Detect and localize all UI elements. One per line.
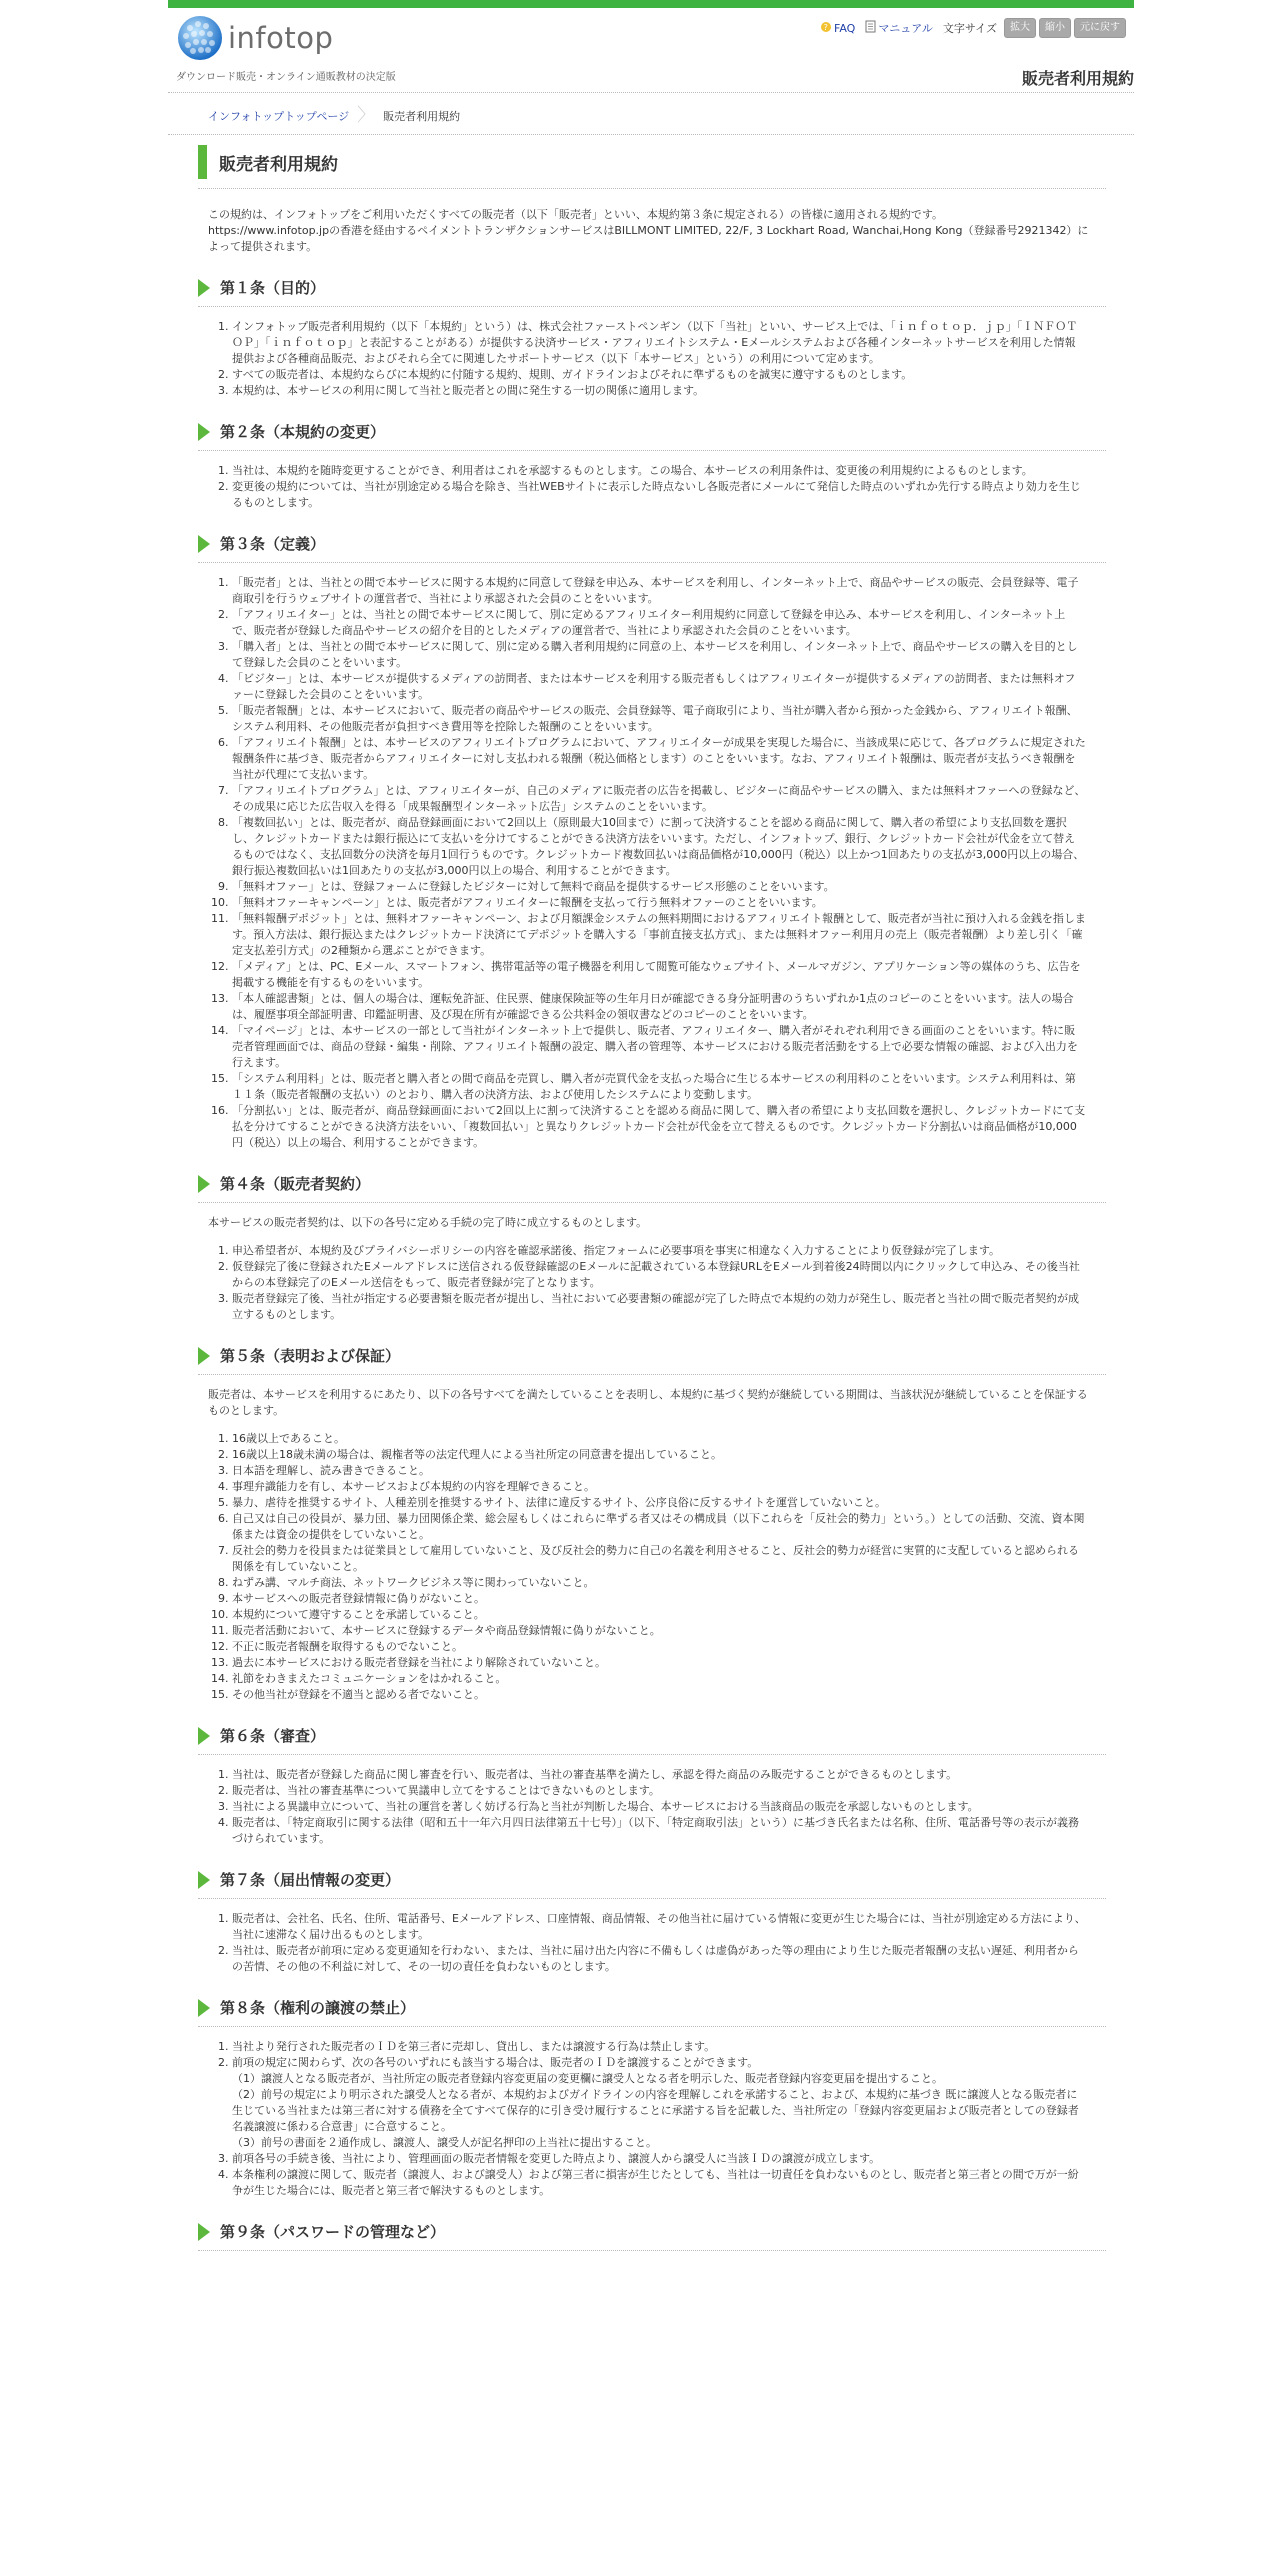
- article-heading: [198, 2221, 1106, 2251]
- list-item-text: 礼節をわきまえたコミュニケーションをはかれること。: [232, 1672, 507, 1685]
- list-item: [232, 383, 1086, 399]
- list-item-text: 「販売者」とは、当社との間で本サービスに関する本規約に同意して登録を申込み、本サービスを利用し、インターネット上で、商品やサービスの販売、会員登録等、電子商取引を行うウェブサイトの運営者で、当社により承認された会員のことをいいます。: [232, 576, 1079, 605]
- site-logo[interactable]: [176, 14, 333, 62]
- list-item-text: 当社は、販売者が前項に定める変更通知を行わない、または、当社に届け出た内容に不備もしくは虚偽があった等の理由により生じた販売者報酬の支払い遅延、利用者からの苦情、その他の不利益に対して、その一切の責任を負わないものとします。: [232, 1944, 1079, 1973]
- list-item: [232, 895, 1086, 911]
- list-item-text: 自己又は自己の役員が、暴力団、暴力団関係企業、総会屋もしくはこれらに準ずる者又はその構成員（以下これらを「反社会的勢力」という。）としての活動、交流、資本関係または資金の提供をしていないこと。: [232, 1512, 1085, 1541]
- list-item-text: 販売者は、当社の審査基準について異議申し立てをすることはできないものとします。: [232, 1784, 660, 1797]
- list-item: [232, 879, 1086, 895]
- list-item-text: 過去に本サービスにおける販売者登録を当社により解除されていないこと。: [232, 1656, 606, 1669]
- list-item: [232, 1575, 1086, 1591]
- list-item-text: 前項各号の手続き後、当社により、管理画面の販売者情報を変更した時点より、譲渡人から譲受人に当該ＩＤの譲渡が成立します。: [232, 2152, 881, 2165]
- list-item: [232, 479, 1086, 511]
- intro-text: [208, 207, 1096, 255]
- font-reset-button[interactable]: 元に戻す: [1074, 18, 1126, 38]
- list-item-text: 本サービスへの販売者登録情報に偽りがないこと。: [232, 1592, 485, 1605]
- manual-label: マニュアル: [878, 22, 933, 35]
- list-item: [232, 1783, 1086, 1799]
- triangle-bullet-icon: [198, 2223, 210, 2241]
- list-item-text: 本規約は、本サービスの利用に関して当社と販売者との間に発生する一切の関係に適用します。: [232, 384, 705, 397]
- list-item: [232, 2055, 1086, 2151]
- chevron-right-icon: 〉: [357, 105, 376, 126]
- list-item: [232, 1023, 1086, 1071]
- sub-list-item: （3）前号の書面を２通作成し、譲渡人、譲受人が記名押印の上当社に提出すること。: [232, 2136, 657, 2149]
- list-item-text: 「ビジター」とは、本サービスが提供するメディアの訪問者、または本サービスを利用する販売者もしくはアフィリエイターが提供するメディアの訪問者、または無料オファーに登録した会員のことをいいます。: [232, 672, 1076, 701]
- list-item: [232, 1071, 1086, 1103]
- list-item-text: 申込希望者が、本規約及びプライバシーポリシーの内容を確認承諾後、指定フォームに必要事項を事実に相違なく入力することにより仮登録が完了します。: [232, 1244, 1001, 1257]
- list-item: [232, 703, 1086, 735]
- article-heading: [198, 1869, 1106, 1899]
- list-item: [232, 1479, 1086, 1495]
- list-item-text: 「本人確認書類」とは、個人の場合は、運転免許証、住民票、健康保険証等の生年月日が確認できる身分証明書のうちいずれか1点のコピーのことをいいます。法人の場合は、履歴事項全部証明書、印鑑証明書、及び現在所有が確認できる公共料金の領収書などのコピーのことをいいます。: [232, 992, 1074, 1021]
- list-item-text: 「システム利用料」とは、販売者と購入者との間で商品を売買し、購入者が売買代金を支払った場合に生じる本サービスの利用料のことをいいます。システム利用料は、第１１条（販売者報酬の支払い）のとおり、購入者の決済方法、および使用したシステムにより変動します。: [232, 1072, 1076, 1101]
- article-title: 第９条（パスワードの管理など）: [220, 2223, 446, 2241]
- triangle-bullet-icon: [198, 535, 210, 553]
- triangle-bullet-icon: [198, 279, 210, 297]
- list-item-text: 「マイページ」とは、本サービスの一部として当社がインターネット上で提供し、販売者、アフィリエイター、購入者がそれぞれ利用できる画面のことをいいます。特に販売者管理画面では、商品の登録・編集・削除、アフィリエイト報酬の設定、購入者の管理等、本サービスにおける販売者活動をする上で必要な情報の確認、および入出力を行えます。: [232, 1024, 1078, 1069]
- list-item-text: ねずみ講、マルチ商法、ネットワークビジネス等に関わっていないこと。: [232, 1576, 595, 1589]
- list-item: [232, 1591, 1086, 1607]
- list-item-text: 当社による異議申立について、当社の運営を著しく妨げる行為と当社が判断した場合、本サービスにおける当該商品の販売を承認しないものとします。: [232, 1800, 979, 1813]
- list-item: [232, 1671, 1086, 1687]
- list-item-text: 日本語を理解し、読み書きできること。: [232, 1464, 430, 1477]
- brand-tagline: ダウンロード販売・オンライン通販教材の決定版: [176, 72, 396, 83]
- list-item-text: 「無料報酬デポジット」とは、無料オファーキャンペーン、および月額課金システムの無料期間におけるアフィリエイト報酬として、販売者が当社に預け入れる金銭を指します。預入方法は、銀行振込またはクレジットカード決済にてデポジットを購入する「事前直接支払方式」、または無料オファー利用月の売上（販売者報酬）より差し引く「確定支払差引方式」の2種類から選ぶことができます。: [232, 912, 1086, 957]
- list-item-text: 変更後の規約については、当社が別途定める場合を除き、当社WEBサイトに表示した時点ないし各販売者にメールにて発信した時点のいずれか先行する時点より効力を生じるものとします。: [232, 480, 1081, 509]
- list-item: [232, 1291, 1086, 1323]
- list-item: [232, 1607, 1086, 1623]
- font-bigger-button[interactable]: 拡大: [1004, 18, 1036, 38]
- article-heading: [198, 1725, 1106, 1755]
- list-item: [232, 1799, 1086, 1815]
- article-heading: [198, 1173, 1106, 1203]
- article-title: 第２条（本規約の変更）: [220, 423, 386, 441]
- breadcrumb-home-link[interactable]: インフォトップトップページ: [208, 110, 350, 123]
- list-item-text: 「メディア」とは、PC、Eメール、スマートフォン、携帯電話等の電子機器を利用して閲覧可能なウェブサイト、メールマガジン、アプリケーション等の媒体のうち、広告を掲載する機能を有するものをいいます。: [232, 960, 1081, 989]
- list-item-text: 「無料オファー」とは、登録フォームに登録したビジターに対して無料で商品を提供するサービス形態のことをいいます。: [232, 880, 835, 893]
- list-item: [232, 911, 1086, 959]
- article-title: 第５条（表明および保証）: [220, 1347, 401, 1365]
- sub-list: [232, 2071, 1086, 2151]
- intro-paragraph: この規約は、インフォトップをご利用いただくすべての販売者（以下「販売者」といい、本規約第３条に規定される）の皆様に適用される規約です。: [208, 208, 944, 221]
- article-title: 第８条（権利の譲渡の禁止）: [220, 1999, 416, 2017]
- list-item: [232, 1943, 1086, 1975]
- list-item-text: 反社会的勢力を役員または従業員として雇用していないこと、及び反社会的勢力に自己の名義を利用させること、反社会的勢力が経営に実質的に支配していると認められる関係を有していないこと。: [232, 1544, 1079, 1573]
- list-item-text: 販売者は、会社名、氏名、住所、電話番号、Eメールアドレス、口座情報、商品情報、その他当社に届けている情報に変更が生じた場合には、当社が別途定める方法により、当社に速滞なく届け出るものとします。: [232, 1912, 1086, 1941]
- list-item-text: インフォトップ販売者利用規約（以下「本規約」という）は、株式会社ファーストペンギン（以下「当社」といい、サービス上では、「ｉｎｆｏｔｏｐ．ｊｐ」「ＩＮＦＯＴＯＰ」「ｉｎｆｏｔｏｐ」と表記することがある）が提供する決済サービス・アフィリエイトシステム・Eメールシステムおよび各種インターネットサービスを利用した情報提供および各種商品販売、およびそれら全てに関連したサポートサービス（以下「本サービス」という）の利用について定めます。: [232, 320, 1078, 365]
- list-item: [232, 1431, 1086, 1447]
- list-item-text: 仮登録完了後に登録されたEメールアドレスに送信される仮登録確認のEメールに記載されている本登録URLをEメール到着後24時間以内にクリックして申込み、その後当社からの本登録完了のEメール送信をもって、販売者登録が完了となります。: [232, 1260, 1080, 1289]
- svg-text:?: ?: [823, 22, 828, 32]
- article-title: 第６条（審査）: [220, 1727, 326, 1745]
- triangle-bullet-icon: [198, 1871, 210, 1889]
- list-item-text: すべての販売者は、本規約ならびに本規約に付随する規約、規則、ガイドラインおよびそれに準ずるものを誠実に遵守するものとします。: [232, 368, 913, 381]
- list-item-text: 事理弁識能力を有し、本サービスおよび本規約の内容を理解できること。: [232, 1480, 595, 1493]
- article-list: [208, 1911, 1086, 1975]
- list-item-text: 「アフィリエイトプログラム」とは、アフィリエイターが、自己のメディアに販売者の広告を掲載し、ビジターに商品やサービスの購入、または無料オファーへの登録など、その成果に応じた広告収入を得る「成果報酬型インターネット広告」システムのことをいいます。: [232, 784, 1086, 813]
- list-item: [232, 991, 1086, 1023]
- sub-list-item: （2）前号の規定により明示された譲受人となる者が、本規約およびガイドラインの内容を理解しこれを承諾すること、および、本規約に基づき 既に譲渡人となる販売者に生じている当社または第三者に対する債務を全てすべて保存的に引き受け履行することに承諾する旨を記載した、当社所定の「登録内容変更届および販売者としての登録者名義譲渡に係わる合意書」に合意すること。: [232, 2088, 1079, 2133]
- list-item-text: 16歳以上であること。: [232, 1432, 345, 1445]
- article-paragraph: 本サービスの販売者契約は、以下の各号に定める手続の完了時に成立するものとします。: [208, 1216, 648, 1229]
- list-item-text: 本条権利の譲渡に関して、販売者（譲渡人、および譲受人）および第三者に損害が生じたとしても、当社は一切責任を負わないものとし、販売者と第三者との間で万が一紛争が生じた場合には、販売者と第三者で解決するものとします。: [232, 2168, 1079, 2197]
- article-paragraph: 販売者は、本サービスを利用するにあたり、以下の各号すべてを満たしていることを表明し、本規約に基づく契約が継続している期間は、当該状況が継続していることを保証するものとします。: [208, 1388, 1088, 1417]
- article-list: [208, 1243, 1086, 1323]
- list-item: [232, 671, 1086, 703]
- list-item-text: 「分割払い」とは、販売者が、商品登録画面において2回以上に割って決済することを認める商品に関して、購入者の希望により支払回数を選択し、クレジットカードにて支払を分けてすることができる決済方法をいい、「複数回払い」と異なりクレジットカード会社が代金を立て替えるものです。クレジットカード分割払いは商品価格が10,000円（税込）以上の場合、利用することができます。: [232, 1104, 1086, 1149]
- breadcrumb-divider: [168, 134, 1134, 135]
- list-item: [232, 1495, 1086, 1511]
- triangle-bullet-icon: [198, 1347, 210, 1365]
- sphere-logo-icon: [176, 14, 224, 62]
- list-item: [232, 575, 1086, 607]
- list-item-text: 本規約について遵守することを承諾していること。: [232, 1608, 485, 1621]
- font-smaller-button[interactable]: 縮小: [1039, 18, 1071, 38]
- list-item-text: 「購入者」とは、当社との間で本サービスに関して、別に定める購入者利用規約に同意の上、本サービスを利用し、インターネット上で、商品やサービスの購入を目的として登録した会員のことをいいます。: [232, 640, 1078, 669]
- main-content: [198, 142, 1106, 2251]
- article-title: 第７条（届出情報の変更）: [220, 1871, 401, 1889]
- list-item: [232, 607, 1086, 639]
- breadcrumb-current: 販売者利用規約: [383, 110, 461, 123]
- list-item: [232, 2151, 1086, 2167]
- list-item-text: 「無料オファーキャンペーン」とは、販売者がアフィリエイターに報酬を支払って行う無料オファーのことをいいます。: [232, 896, 823, 909]
- list-item: [232, 959, 1086, 991]
- utility-nav: [820, 18, 1126, 38]
- list-item: [232, 319, 1086, 367]
- list-item: [232, 1543, 1086, 1575]
- list-item: [232, 1911, 1086, 1943]
- brand-name: infotop: [228, 21, 334, 55]
- font-size-label: 文字サイズ: [942, 22, 997, 35]
- list-item: [232, 639, 1086, 671]
- title-accent-bar: [198, 145, 207, 179]
- breadcrumb: [208, 105, 461, 126]
- article-list: [208, 1767, 1086, 1847]
- article-heading: [198, 533, 1106, 563]
- article-list: [208, 319, 1086, 399]
- list-item: [232, 1655, 1086, 1671]
- list-item-text: その他当社が登録を不適当と認める者でないこと。: [232, 1688, 485, 1701]
- article-list: [208, 575, 1086, 1151]
- list-item-text: 当社より発行された販売者のＩＤを第三者に売却し、貸出し、または譲渡する行為は禁止します。: [232, 2040, 716, 2053]
- faq-icon: [820, 21, 832, 36]
- list-item: [232, 1815, 1086, 1847]
- list-item: [232, 1243, 1086, 1259]
- list-item-text: 「販売者報酬」とは、本サービスにおいて、販売者の商品やサービスの販売、会員登録等、電子商取引により、当社が購入者から預かった金銭から、アフィリエイト報酬、システム利用料、その他販売者が負担すべき費用等を控除した報酬のことをいいます。: [232, 704, 1078, 733]
- sub-list-item: （1）譲渡人となる販売者が、当社所定の販売者登録内容変更届の変更欄に譲受人となる者を明示した、販売者登録内容変更届を提出すること。: [232, 2072, 943, 2085]
- list-item: [232, 2167, 1086, 2199]
- manual-link[interactable]: [865, 20, 933, 36]
- articles: [198, 277, 1106, 2251]
- list-item: [232, 1639, 1086, 1655]
- list-item: [232, 1623, 1086, 1639]
- list-item-text: 「アフィリエイター」とは、当社との間で本サービスに関して、別に定めるアフィリエイター利用規約に同意して登録を申込み、本サービスを利用し、インターネット上で、販売者が登録した商品やサービスの紹介を目的としたメディアの運営者で、当社により承認された会員のことをいいます。: [232, 608, 1066, 637]
- list-item: [232, 463, 1086, 479]
- faq-label: FAQ: [834, 21, 856, 35]
- list-item-text: 販売者登録完了後、当社が指定する必要書類を販売者が提出し、当社において必要書類の確認が完了した時点で本規約の効力が発生し、販売者と当社の間で販売者契約が成立するものとします。: [232, 1292, 1079, 1321]
- document-icon: [865, 20, 876, 36]
- list-item: [232, 1103, 1086, 1151]
- list-item: [232, 815, 1086, 879]
- top-accent-bar: [168, 0, 1134, 8]
- triangle-bullet-icon: [198, 1727, 210, 1745]
- triangle-bullet-icon: [198, 1999, 210, 2017]
- article-list: [208, 463, 1086, 511]
- article-title: 第３条（定義）: [220, 535, 326, 553]
- triangle-bullet-icon: [198, 423, 210, 441]
- list-item-text: 16歳以上18歳未満の場合は、親権者等の法定代理人による当社所定の同意書を提出していること。: [232, 1448, 722, 1461]
- list-item: [232, 783, 1086, 815]
- header-divider: [168, 92, 1134, 93]
- list-item: [232, 1259, 1086, 1291]
- article-list: [208, 1431, 1086, 1703]
- header-page-title: 販売者利用規約: [1021, 69, 1134, 88]
- list-item: [232, 1447, 1086, 1463]
- list-item: [232, 1687, 1086, 1703]
- article-heading: [198, 1997, 1106, 2027]
- list-item: [232, 735, 1086, 783]
- article-heading: [198, 1345, 1106, 1375]
- triangle-bullet-icon: [198, 1175, 210, 1193]
- list-item: [232, 1463, 1086, 1479]
- article-title: 第１条（目的）: [220, 279, 326, 297]
- faq-link[interactable]: [820, 21, 855, 36]
- article-title: 第４条（販売者契約）: [220, 1175, 371, 1193]
- list-item-text: 不正に販売者報酬を取得するものでないこと。: [232, 1640, 463, 1653]
- article-list: [208, 2039, 1086, 2199]
- list-item-text: 前項の規定に関わらず、次の各号のいずれにも該当する場合は、販売者のＩＤを譲渡することができます。: [232, 2056, 759, 2069]
- list-item: [232, 2039, 1086, 2055]
- article-heading: [198, 277, 1106, 307]
- article-heading: [198, 421, 1106, 451]
- list-item: [232, 1767, 1086, 1783]
- page-title: 販売者利用規約: [219, 154, 338, 175]
- list-item-text: 「複数回払い」とは、販売者が、商品登録画面において2回以上（原則最大10回まで）に割って決済することを認める商品に関して、購入者の希望により支払回数を選択し、クレジットカードまたは銀行振込にて支払いを分けてすることができる決済方法をいいます。ただし、インフォトップ、銀行、クレジットカード会社が代金を立て替えるものではなく、支払回数分の決済を毎月1回行うものです。クレジットカード複数回払いは商品価格が10,000円（税込）以上かつ1回あたりの支払が3,000円以上の場合、銀行振込複数回払いは1回あたりの支払が3,000円以上の場合、利用することができます。: [232, 816, 1085, 877]
- list-item: [232, 367, 1086, 383]
- list-item: [232, 1511, 1086, 1543]
- list-item-text: 販売者活動において、本サービスに登録するデータや商品登録情報に偽りがないこと。: [232, 1624, 661, 1637]
- list-item-text: 「アフィリエイト報酬」とは、本サービスのアフィリエイトプログラムにおいて、アフィリエイターが成果を実現した場合に、当該成果に応じて、各プログラムに規定された報酬条件に基づき、販売者からアフィリエイターに対し支払われる報酬（税込価格とします）のことをいいます。なお、アフィリエイト報酬は、販売者が支払うべき報酬を当社が代理にて支払います。: [232, 736, 1086, 781]
- list-item-text: 当社は、販売者が登録した商品に関し審査を行い、販売者は、当社の審査基準を満たし、承認を得た商品のみ販売することができるものとします。: [232, 1768, 958, 1781]
- list-item-text: 暴力、虐待を推奨するサイト、人種差別を推奨するサイト、法律に違反するサイト、公序良俗に反するサイトを運営していないこと。: [232, 1496, 886, 1509]
- intro-paragraph: https://www.infotop.jpの香港を経由するペイメントトランザクションサービスはBILLMONT LIMITED, 22/F, 3 Lockhart Road, Wanchai,Hong Kong（登録番号2921342）によって提供されます。: [208, 224, 1089, 253]
- list-item-text: 当社は、本規約を随時変更することができ、利用者はこれを承認するものとします。この場合、本サービスの利用条件は、変更後の利用規約によるものとします。: [232, 464, 1033, 477]
- page-title-block: [198, 142, 1106, 189]
- list-item-text: 販売者は、「特定商取引に関する法律（昭和五十一年六月四日法律第五十七号）」（以下、「特定商取引法」という）に基づき氏名または名称、住所、電話番号等の表示が義務づけられています。: [232, 1816, 1079, 1845]
